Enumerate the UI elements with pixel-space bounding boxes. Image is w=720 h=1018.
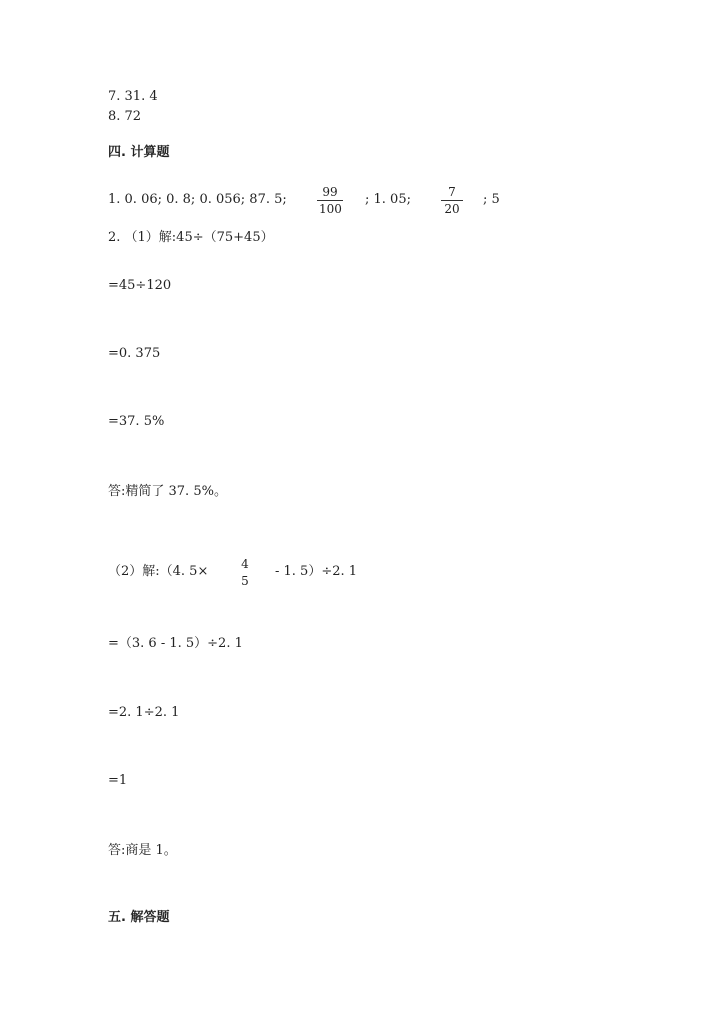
calc-2-step-3: =0. 375 (108, 346, 161, 361)
calc-answer-1-part-c: ; 5 (483, 192, 500, 207)
fraction-numerator: 7 (448, 185, 456, 199)
calc-3-step-2: =（3. 6 - 1. 5）÷2. 1 (108, 636, 243, 651)
calc-3-step-1-part-b: - 1. 5）÷2. 1 (275, 564, 358, 579)
section-heading-calculation: 四. 计算题 (108, 145, 170, 160)
fraction-denominator: 5 (241, 574, 249, 588)
calc-3-step-3: =2. 1÷2. 1 (108, 705, 180, 720)
calc-3-step-4: =1 (108, 773, 128, 788)
fraction-bar (317, 200, 343, 201)
fraction-bar (238, 572, 252, 573)
answer-line-7: 7. 31. 4 (108, 89, 158, 104)
calc-answer-1-part-a: 1. 0. 06; 0. 8; 0. 056; 87. 5; (108, 192, 287, 207)
calc-2-step-4: =37. 5% (108, 414, 165, 429)
fraction-denominator: 100 (319, 202, 342, 216)
fraction-99-100 (317, 185, 343, 216)
calc-2-answer: 答:精简了 37. 5%。 (108, 484, 227, 499)
fraction-7-20 (441, 185, 463, 216)
answer-line-8: 8. 72 (108, 109, 142, 124)
fraction-numerator: 99 (322, 185, 338, 199)
calc-3-answer: 答:商是 1。 (108, 843, 177, 858)
calc-answer-1-part-b: ; 1. 05; (365, 192, 411, 207)
fraction-4-5 (238, 557, 252, 588)
calc-2-step-2: =45÷120 (108, 278, 172, 293)
section-heading-word-problems: 五. 解答题 (108, 910, 170, 925)
calc-3-step-1-part-a: （2）解:（4. 5× (108, 564, 209, 579)
fraction-bar (441, 200, 463, 201)
calc-2-step-1: 2. （1）解:45÷（75+45） (108, 230, 274, 245)
fraction-numerator: 4 (241, 557, 249, 571)
fraction-denominator: 20 (444, 202, 460, 216)
